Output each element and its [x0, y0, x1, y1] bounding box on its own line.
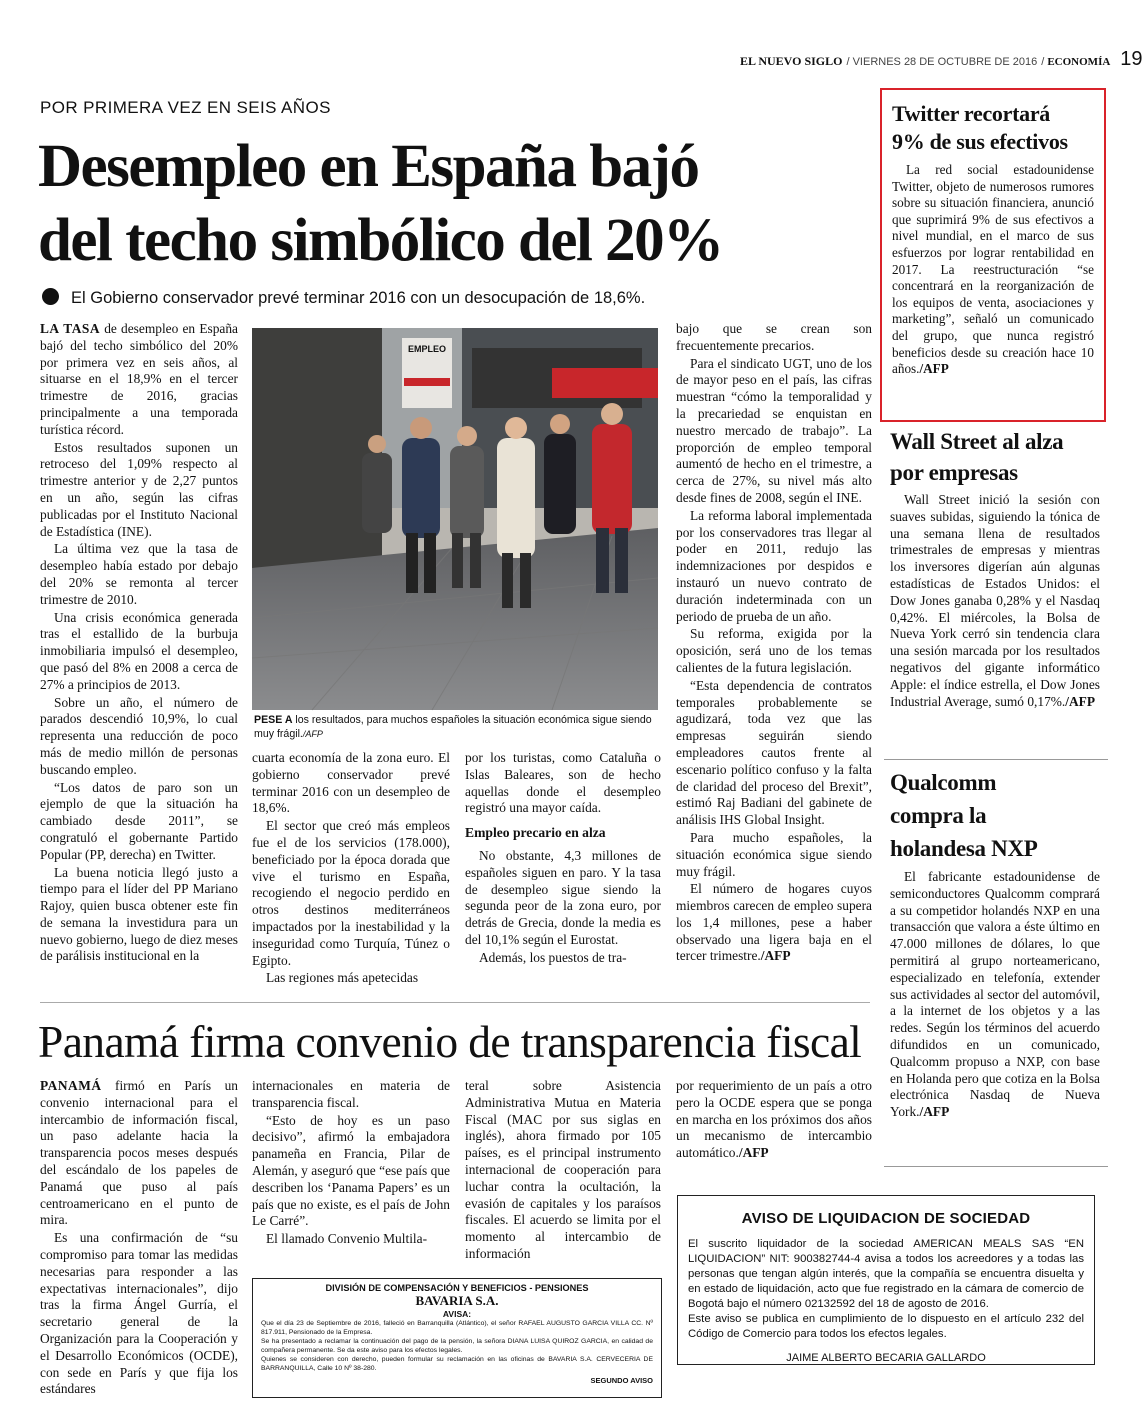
- bavaria-footer: SEGUNDO AVISO: [590, 1376, 653, 1385]
- main-column-1: LA TASA de desempleo en España bajó del techo simbólico del 20% por primera vez en seis años, al situarse en el 18,9% en el tercer trimestre de 2016, gracias principalmente a una temporada turística récord. Estos resultados suponen un retroceso del 1,09% respecto al trimestre anterior y de 2,27 puntos en un año, según las cifras publicadas por el Instituto Nacional de Estadística (INE). La última vez que la tasa de desempleo había estado por debajo del 20% se remonta al tercer trimestre de 2010. Una crisis económica generada tras el estallido de la burbuja inmobiliaria impulsó el desempleo, que pasó del 8% en 2008 a cerca de 27% a principios de 2013. Sobre un año, el número de parados descendió 10,9%, lo cual representa una reducción de poco más de medio millón de personas buscando empleo. “Los datos de paro son un ejemplo de que la situación ha cambiado desde 2011”, se congratuló el gobernante Partido Popular (PP, derecha) en Twitter. La buena noticia llegó justo a tiempo para el líder del PP Mariano Rajoy, quien busca obtener este fin de semana la investidura para un nuevo gobierno, luego de diez meses de parálisis institucional en la: [40, 321, 238, 964]
- bavaria-notice: [252, 1278, 662, 1398]
- liquidation-signature: JAIME ALBERTO BECARIA GALLARDO: [786, 1352, 986, 1364]
- panama-headline: Panamá firma convenio de transparencia fiscal: [38, 1016, 862, 1067]
- photo-caption: [254, 714, 654, 741]
- twitter-title-1: Twitter recortará: [892, 101, 1050, 126]
- sidebar-divider-2: [884, 1166, 1108, 1167]
- section-name: ECONOMÍA: [1047, 56, 1111, 68]
- wallstreet-title-1: Wall Street al alza: [890, 429, 1064, 454]
- sidebar-divider-1: [884, 759, 1108, 760]
- qualcomm-story: Qualcomm compra la holandesa NXP El fabricante estadounidense de semiconductores Qualcomm comprará a su competidor holandés NXP en una transacción que valora a éste último en 47.000 millones de dólares, lo que permitirá al grupo norteamericano, especializado en telefonía, extender sus actividades al sector del automóvil, a la internet de los objetos y a las redes. Según los términos del acuerdo difundidos en un comunicado, Qualcomm propuso a NXP, con base en Holanda pero que cotiza en la Bolsa electrónica Nasdaq de Nueva York./AFP: [890, 766, 1100, 1122]
- issue-date: VIERNES 28 DE OCTUBRE DE 2016: [852, 56, 1038, 68]
- summary: [42, 288, 862, 308]
- twitter-body: La red social estadounidense Twitter, objeto de numerosos rumores sobre su situación financiera, anunció que suprimirá 9% de sus efectivos a nivel mundial, en el marco de sus esfuerzos por lograr rentabilidad en 2017. La reestructuración “se concentrará en la reorganización de los equipos de venta, asociaciones y marketing”, señaló un comunicado del grupo, que nunca registró beneficios desde su creación hace 10 años.: [892, 162, 1094, 377]
- liquidation-body: El suscrito liquidador de la sociedad AMERICAN MEALS SAS “EN LIQUIDACION” NIT: 900382744-4 avisa a todos los acreedores y a todas las personas que tengan algún interés, que la compañía se encuentra disuelta y en estado de liquidación, acto que fue registrado en la cámara de comercio de Bogotá bajo el número 02132592 del 18 de agosto de 2016.: [688, 1238, 1084, 1310]
- bavaria-line-1: Que el día 23 de Septiembre de 2016, falleció en Barranquilla (Atlántico), el señor RAFAEL AUGUSTO GARCIA VILLA CC. Nº 817.911, Pensionado de la Empresa.: [261, 1320, 653, 1336]
- kicker: POR PRIMERA VEZ EN SEIS AÑOS: [40, 98, 331, 117]
- afp-credit: /AFP: [760, 948, 791, 964]
- bavaria-line-3: Quienes se consideren con derecho, pueden formular su reclamación en las oficinas de BAVARIA S.A. CERVECERIA DE BARRANQUILLA, Calle 10 Nº 38-280.: [261, 1356, 653, 1372]
- headline: [38, 130, 858, 278]
- wallstreet-title-2: por empresas: [890, 460, 1018, 485]
- page-header: EL NUEVO SIGLO / VIERNES 28 DE OCTUBRE DE 2016 / ECONOMÍA 19: [740, 48, 1143, 70]
- panama-column-1: PANAMÁ firmó en París un convenio internacional para el intercambio de información fiscal, un paso adelante hacia la transparencia pocos meses después del escándalo de los papeles de Panamá que puso al país centroamericano en el punto de mira. Es una confirmación de “su compromiso para tomar las medidas necesarias para responder a las expectativas internacionales”, dijo tras la firma Ángel Gurría, el secretario general de la Organización para la Cooperación y el Desarrollo Económicos (OCDE), con sede en París y que fija los estándares: [40, 1078, 238, 1397]
- caption-lead: PESE A: [254, 714, 293, 726]
- twitter-box: Twitter recortará 9% de sus efectivos La red social estadounidense Twitter, objeto de numerosos rumores sobre su situación financiera, anunció que suprimirá 9% de sus efectivos a nivel mundial, en el marco de sus esfuerzos por lograr rentabilidad en 2017. La reestructuración “se concentrará en la reorganización de los equipos de venta, asociaciones y marketing”, señaló un comunicado del grupo, que nunca registró beneficios desde su creación hace 10 años./AFP: [880, 88, 1106, 422]
- paper-name: EL NUEVO SIGLO: [740, 54, 843, 68]
- bullet-icon: [42, 288, 59, 305]
- panama-column-2: internacionales en materia de transparencia fiscal. “Esto de hoy es un paso decisivo”, afirmó la embajadora panameña en Francia, Pilar de Alemán, y aseguró que “ese país que describen los ‘Panama Papers’ es un país que no existe, es el país de John Le Carré”. El llamado Convenio Multila-: [252, 1078, 450, 1247]
- liquidation-body-2: Este aviso se publica en cumplimiento de lo dispuesto en el artículo 232 del Código de Comercio para todos los efectos legales.: [688, 1313, 1084, 1340]
- photo-sign: EMPLEO: [408, 344, 447, 354]
- qualcomm-body: El fabricante estadounidense de semiconductores Qualcomm comprará a su competidor holandés NXP en una transacción que valora a éste último en 47.000 millones de dólares, lo que permitirá al grupo norteamericano, especializado en telefonía, extender sus actividades al sector del automóvil, a la internet de los objetos y a las redes. Según los términos del acuerdo difundidos en un comunicado, Qualcomm propuso a NXP, con base en Holanda pero que cotiza en la Bolsa electrónica Nasdaq de Nueva York.: [890, 869, 1100, 1120]
- section-divider: [40, 1002, 870, 1003]
- panama-column-4: por requerimiento de un país a otro pero la OCDE espera que se ponga en marcha en los próximos dos años un mecanismo de intercambio automático./AFP: [676, 1078, 872, 1161]
- qualcomm-title-3: holandesa NXP: [890, 836, 1038, 861]
- headline-line-1: Desempleo en España bajó: [38, 133, 699, 200]
- caption-text: los resultados, para muchos españoles la situación económica sigue siendo muy frágil.: [254, 714, 652, 740]
- summary-text: El Gobierno conservador prevé terminar 2016 con un desocupación de 18,6%.: [71, 289, 646, 307]
- bavaria-division: DIVISIÓN DE COMPENSACIÓN Y BENEFICIOS - PENSIONES: [325, 1283, 589, 1293]
- lead-word: LA TASA: [40, 321, 101, 336]
- page-number: 19: [1120, 48, 1143, 70]
- liquidation-notice: [677, 1195, 1095, 1365]
- bavaria-company: BAVARIA S.A.: [415, 1293, 499, 1308]
- main-column-2: cuarta economía de la zona euro. El gobierno conservador prevé terminar 2016 con un desempleo de 18,6%. El sector que creó más empleos fue el de los servicios (178.000), beneficiado por la época dorada que vive el turismo en España, recogiendo el negocio perdido en otros destinos mediterráneos impactados por la inestabilidad y la inseguridad como Turquía, Túnez o Egipto. Las regiones más apetecidas: [252, 750, 450, 986]
- twitter-title-2: 9% de sus efectivos: [892, 129, 1068, 154]
- main-column-3: por los turistas, como Cataluña o Islas Baleares, son de hecho aquellas donde el desempleo registró una mayor caída. Empleo precario en alza No obstante, 4,3 millones de españoles siguen en paro. Y la tasa de desempleo sigue siendo la segunda peor de la zona euro, por detrás de Grecia, donde la media es del 10,1% según el Eurostat. Además, los puestos de tra-: [465, 750, 661, 965]
- main-column-4: bajo que se crean son frecuentemente precarios. Para el sindicato UGT, uno de los de mayor peso en el país, las cifras muestran “cómo la temporalidad y la precariedad se enquistan en nuestro mercado de trabajo”. La proporción de empleo temporal aumentó de hecho en el trimestre, a cerca de 27%, su nivel más alto desde fines de 2008, según el INE. La reforma laboral implementada por los conservadores tras llegar al poder en 2011, redujo las indemnizaciones por despidos e instauró un nuevo contrato de duración indeterminada con un periodo de prueba de un año. Su reforma, exigida por la oposición, será uno de los temas calientes de la futura legislación. “Esta dependencia de contratos temporales probablemente se agudizará, toda vez que las empresas seguirán siendo empleadores cautos frente al escenario político confuso y la falta de claridad del proceso del Brexit”, estimó Raj Badiani del gabinete de análisis IHS Global Insight. Para mucho españoles, la situación económica sigue siendo muy frágil. El número de hogares cuyos miembros carecen de empleo supera los 1,4 millones, pese a haber observado una ligera baja en el tercer trimestre./AFP: [676, 321, 872, 964]
- wallstreet-story: Wall Street al alza por empresas Wall Street inició la sesión con suaves subidas, siguiendo la tónica de una semana llena de resultados trimestrales de empresas y mientras los inversores digerían aún algunas estadísticas de Estados Unidos: el Dow Jones ganaba 0,28% y el Nasdaq 0,42%. El miércoles, la Bolsa de Nueva York cerró sin tendencia clara una sesión marcada por los resultados negativos del gigante informático Apple: el índice estrella, el Dow Jones Industrial Average, sumó 0,17%./AFP: [890, 426, 1100, 711]
- bavaria-line-2: Se ha presentado a reclamar la continuación del pago de la pensión, la señora DIANA LUISA QUIROZ GARCIA, en calidad de compañera permanente. Se da este aviso para los efectos legales.: [261, 1338, 653, 1354]
- liquidation-title: AVISO DE LIQUIDACION DE SOCIEDAD: [741, 1210, 1031, 1227]
- main-photo: [252, 328, 658, 710]
- qualcomm-title-2: compra la: [890, 803, 987, 828]
- bavaria-label: AVISA:: [442, 1309, 472, 1319]
- subhead: Empleo precario en alza: [465, 825, 606, 841]
- qualcomm-title-1: Qualcomm: [890, 770, 997, 795]
- wallstreet-body: Wall Street inició la sesión con suaves subidas, siguiendo la tónica de una semana llena de resultados trimestrales de empresas y mientras los inversores digerían aún algunas estadísticas de Estados Unidos: el Dow Jones ganaba 0,28% y el Nasdaq 0,42%. El miércoles, la Bolsa de Nueva York cerró sin tendencia clara una sesión marcada por los resultados negativos del gigante informático Apple: el índice estrella, el Dow Jones Industrial Average, sumó 0,17%.: [890, 492, 1100, 709]
- panama-column-3: teral sobre Asistencia Administrativa Mutua en Materia Fiscal (MAC por sus siglas en inglés), ahora firmado por 105 países, es el principal instrumento internacional de cooperación para luchar contra la ocultación, la evasión de capitales y los paraísos fiscales. El acuerdo se limita por el momento al intercambio de información: [465, 1078, 661, 1261]
- panama-lead-word: PANAMÁ: [40, 1078, 102, 1093]
- photo-illustration: [252, 328, 658, 710]
- headline-line-2: del techo simbólico del 20%: [38, 207, 723, 274]
- caption-credit: /AFP: [302, 728, 323, 739]
